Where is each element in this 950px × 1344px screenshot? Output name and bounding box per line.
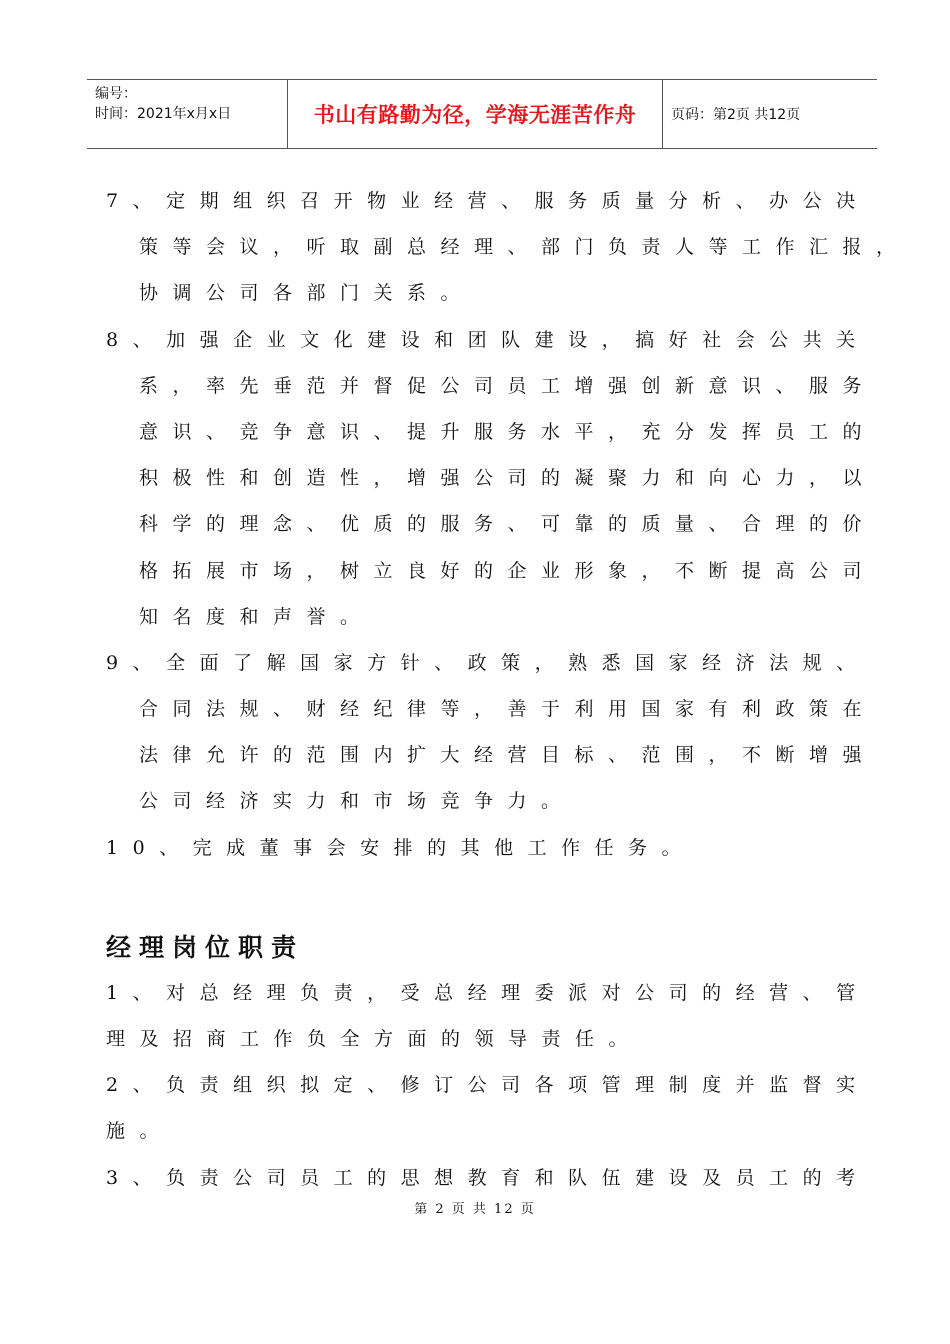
text-line: 系，率先垂范并督促公司员工增强创新意识、服务: [139, 374, 877, 397]
document-body: [106, 178, 910, 1201]
paragraph-block: [106, 178, 910, 871]
section-paragraph-block: [106, 970, 870, 1201]
text-line: 施。: [106, 1120, 174, 1143]
text-line: 9、全面了解国家方针、政策，熟悉国家经济法规、: [106, 651, 870, 674]
text-line: 3、负责公司员工的思想教育和队伍建设及员工的考: [106, 1166, 870, 1189]
date-label: 时间：2021年x月x日: [95, 106, 232, 122]
text-line: 意识、竞争意识、提升服务水平，充分发挥员工的: [139, 420, 877, 443]
text-line: 格拓展市场，树立良好的企业形象，不断提高公司: [139, 559, 877, 582]
text-line: 公司经济实力和市场竞争力。: [139, 790, 575, 813]
header-page-info: 页码：第2页 共12页: [671, 107, 801, 123]
header-left: [87, 80, 287, 148]
section-heading: 经理岗位职责: [106, 932, 305, 962]
document-number-label: 编号：: [95, 86, 137, 102]
text-line: 8、加强企业文化建设和团队建设，搞好社会公共关: [106, 328, 870, 351]
text-line: 协调公司各部门关系。: [139, 282, 475, 305]
text-line: 理及招商工作负全方面的领导责任。: [106, 1028, 643, 1050]
page-header: [87, 79, 877, 149]
text-line: 策等会议，听取副总经理、部门负责人等工作汇报，: [139, 236, 910, 259]
text-line: 知名度和声誉。: [139, 605, 374, 628]
text-line: 1、对总经理负责，受总经理委派对公司的经营、管: [106, 981, 870, 1004]
text-line: 积极性和创造性，增强公司的凝聚力和向心力，以: [139, 467, 877, 490]
text-line: 合同法规、财经纪律等，善于利用国家有利政策在: [139, 698, 877, 721]
text-line: 科学的理念、优质的服务、可靠的质量、合理的价: [139, 513, 877, 536]
text-line: 2、负责组织拟定、修订公司各项管理制度并监督实: [106, 1074, 870, 1097]
page-footer: 第 2 页 共 12 页: [414, 1202, 536, 1217]
header-motto: 书山有路勤为径，学海无涯苦作舟: [287, 80, 663, 148]
text-line: 7、定期组织召开物业经营、服务质量分析、办公决: [106, 190, 870, 212]
text-line: 10、完成董事会安排的其他工作任务。: [106, 836, 696, 859]
section-gap: [106, 871, 866, 926]
text-line: 法律允许的范围内扩大经营目标、范围，不断增强: [139, 744, 877, 767]
